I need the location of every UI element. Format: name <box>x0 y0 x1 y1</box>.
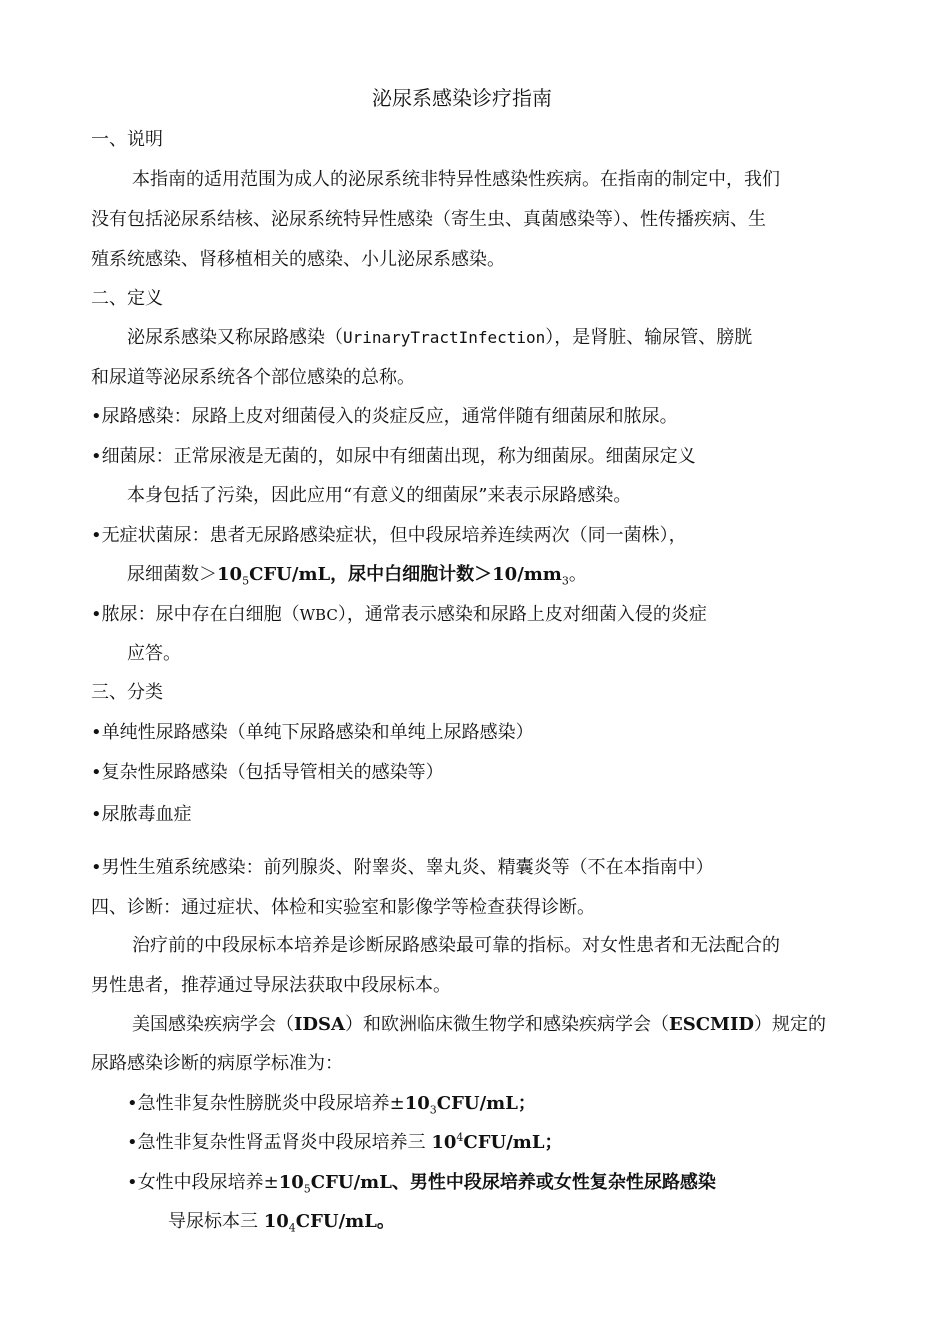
text-run: ）和欧洲临床微生物学和感染疾病学会（ <box>345 1014 669 1035</box>
text-run: ESCMID <box>669 1014 754 1035</box>
definition-text: ），是肾脏、输尿管、膀胱 <box>545 327 753 348</box>
text-run: 美国感染疾病学会（ <box>132 1014 294 1035</box>
list-item: •尿脓毒血症 <box>91 804 192 825</box>
text-run: •女性中段尿培养± <box>127 1172 279 1193</box>
paragraph-line <box>132 1013 826 1037</box>
bullet-continuation <box>127 563 587 587</box>
exponent: 3 <box>561 574 569 588</box>
definition-line: 和尿道等泌尿系统各个部位感染的总称。 <box>91 367 415 388</box>
text-run: 10 <box>278 1172 304 1193</box>
section-heading-2: 二、定义 <box>91 288 163 309</box>
exponent: 5 <box>242 574 250 588</box>
section-heading-3: 三、分类 <box>91 682 163 703</box>
bullet-item: •无症状菌尿：患者无尿路感染症状，但中段尿培养连续两次（同一菌株）， <box>91 525 687 546</box>
text-run: 10 <box>217 564 243 585</box>
text-run: 尿细菌数＞ <box>127 564 217 585</box>
text-run: WBC <box>299 606 338 624</box>
list-item: •单纯性尿路感染（单纯下尿路感染和单纯上尿路感染） <box>91 722 534 743</box>
section-heading-4: 四、诊断：通过症状、体检和实验室和影像学等检查获得诊断。 <box>91 897 595 918</box>
definition-line <box>127 326 752 350</box>
text-run: 导尿标本三 <box>168 1211 264 1232</box>
text-run: ）规定的 <box>754 1014 826 1035</box>
text-run: 10 <box>404 1093 430 1114</box>
list-item: •复杂性尿路感染（包括导管相关的感染等） <box>91 762 444 783</box>
text-run: 10 <box>431 1132 457 1153</box>
paragraph-line: 治疗前的中段尿标本培养是诊断尿路感染最可靠的指标。对女性患者和无法配合的 <box>132 935 780 956</box>
exponent: 4 <box>288 1221 296 1235</box>
text-run: •急性非复杂性膀胱炎中段尿培养± <box>127 1093 405 1114</box>
paragraph-line: 本指南的适用范围为成人的泌尿系统非特异性感染性疾病。在指南的制定中，我们 <box>132 169 780 190</box>
criteria-item <box>127 1092 536 1116</box>
text-run: CFU/mL，尿中白细胞计数＞10/mm <box>249 564 562 585</box>
exponent: 4 <box>456 1131 464 1144</box>
paragraph-line: 没有包括泌尿系结核、泌尿系统特异性感染（寄生虫、真菌感染等）、性传播疾病、生 <box>91 209 766 230</box>
bullet-continuation: 应答。 <box>127 643 181 664</box>
text-run: CFU/mL； <box>436 1093 536 1114</box>
text-run: •急性非复杂性肾盂肾炎中段尿培养三 <box>127 1132 432 1153</box>
criteria-continuation <box>168 1210 395 1234</box>
criteria-item <box>127 1131 563 1155</box>
text-run: •脓尿：尿中存在白细胞（ <box>91 604 300 625</box>
exponent: 5 <box>303 1182 311 1196</box>
text-run: 10 <box>263 1211 289 1232</box>
text-run: CFU/mL。 <box>295 1211 395 1232</box>
text-run: IDSA <box>294 1014 345 1035</box>
document-title: 泌尿系感染诊疗指南 <box>372 86 552 110</box>
text-run: 。 <box>568 564 587 585</box>
paragraph-line: 殖系统感染、肾移植相关的感染、小儿泌尿系感染。 <box>91 249 505 270</box>
criteria-item <box>127 1171 716 1195</box>
text-run: CFU/mL； <box>463 1132 563 1153</box>
list-item: •男性生殖系统感染：前列腺炎、附睾炎、睾丸炎、精囊炎等（不在本指南中） <box>91 857 714 878</box>
paragraph-line: 男性患者，推荐通过导尿法获取中段尿标本。 <box>91 975 451 996</box>
bullet-continuation: 本身包括了污染，因此应用“有意义的细菌尿”来表示尿路感染。 <box>127 485 632 506</box>
section-heading-1: 一、说明 <box>91 129 163 150</box>
definition-term: UrinaryTractInfection <box>343 328 546 347</box>
bullet-item: •尿路感染：尿路上皮对细菌侵入的炎症反应，通常伴随有细菌尿和脓尿。 <box>91 406 678 427</box>
paragraph-line: 尿路感染诊断的病原学标准为： <box>91 1053 343 1074</box>
text-run: ），通常表示感染和尿路上皮对细菌入侵的炎症 <box>337 604 707 625</box>
exponent: 3 <box>429 1103 437 1117</box>
bullet-item <box>91 603 707 627</box>
text-run: CFU/mL、男性中段尿培养或女性复杂性尿路感染 <box>310 1172 716 1193</box>
bullet-item: •细菌尿：正常尿液是无菌的，如尿中有细菌出现，称为细菌尿。细菌尿定义 <box>91 446 696 467</box>
definition-text: 泌尿系感染又称尿路感染（ <box>127 327 343 348</box>
